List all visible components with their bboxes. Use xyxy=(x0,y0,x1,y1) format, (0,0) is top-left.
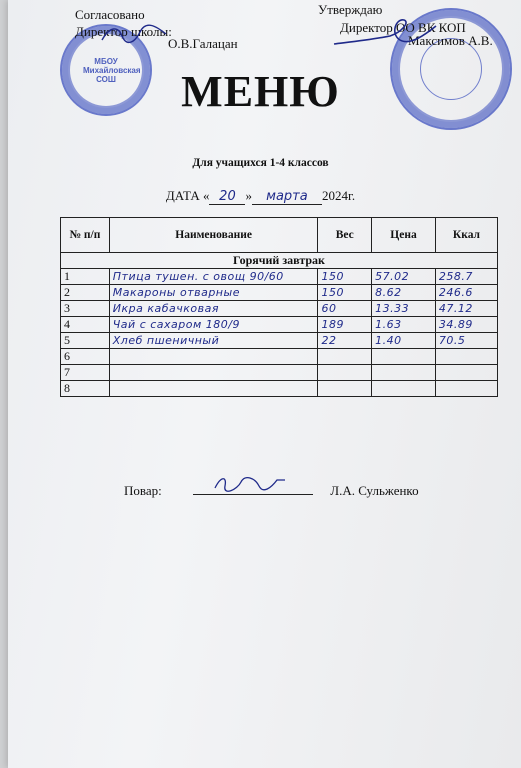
table-row xyxy=(61,285,498,301)
table-row xyxy=(61,269,498,285)
table-row xyxy=(61,317,498,333)
row-number: 1 xyxy=(61,269,110,285)
approval-right-line1: Утверждаю xyxy=(318,2,383,17)
row-number: 7 xyxy=(61,365,110,381)
page-title: МЕНЮ xyxy=(181,67,340,116)
date-day: 20 xyxy=(209,189,245,205)
row-kcal: 34.89 xyxy=(435,317,497,333)
header-kcal: Ккал xyxy=(435,218,497,253)
row-price: 8.62 xyxy=(372,285,436,301)
row-weight: 150 xyxy=(318,285,372,301)
table-header-row xyxy=(61,218,498,253)
row-dish-name: Икра кабачковая xyxy=(109,301,318,317)
row-dish-name: Макароны отварные xyxy=(109,285,318,301)
date-month: марта xyxy=(252,189,322,205)
date-suffix: 2024г. xyxy=(321,188,356,203)
row-dish-name xyxy=(109,349,318,365)
cook-label: Повар: xyxy=(124,483,162,498)
row-number: 8 xyxy=(61,381,110,397)
row-price: 1.63 xyxy=(372,317,436,333)
row-kcal xyxy=(435,381,497,397)
approval-right-name: Максимов А.В. xyxy=(408,33,493,48)
row-dish-name: Чай с сахаром 180/9 xyxy=(109,317,318,333)
header-price: Цена xyxy=(372,218,436,253)
row-weight: 22 xyxy=(318,333,372,349)
row-weight: 189 xyxy=(318,317,372,333)
section-title: Горячий завтрак xyxy=(61,253,498,269)
row-kcal: 70.5 xyxy=(435,333,497,349)
row-price xyxy=(372,381,436,397)
date-prefix: ДАТА « xyxy=(165,188,210,203)
row-kcal: 246.6 xyxy=(435,285,497,301)
row-price: 1.40 xyxy=(372,333,436,349)
row-kcal: 47.12 xyxy=(435,301,497,317)
row-price xyxy=(372,365,436,381)
table-row xyxy=(61,349,498,365)
cook-signature xyxy=(211,474,291,494)
row-weight: 150 xyxy=(318,269,372,285)
row-dish-name: Птица тушен. с овощ 90/60 xyxy=(109,269,318,285)
row-weight xyxy=(318,381,372,397)
row-price: 13.33 xyxy=(372,301,436,317)
menu-table xyxy=(60,217,498,397)
date-mid: » xyxy=(245,188,252,203)
section-row xyxy=(61,253,498,269)
row-kcal: 258.7 xyxy=(435,269,497,285)
row-dish-name xyxy=(109,365,318,381)
table-row xyxy=(61,301,498,317)
header-name: Наименование xyxy=(109,218,318,253)
school-stamp-text: МБОУ Михайловская СОШ xyxy=(83,56,141,84)
approval-left-name: О.В.Галацан xyxy=(168,36,238,51)
right-signature xyxy=(330,14,440,54)
cook-signature-line xyxy=(193,482,313,495)
row-price xyxy=(372,349,436,365)
date-line xyxy=(0,188,521,205)
row-number: 4 xyxy=(61,317,110,333)
row-weight xyxy=(318,349,372,365)
row-dish-name xyxy=(109,381,318,397)
row-kcal xyxy=(435,349,497,365)
header-weight: Вес xyxy=(318,218,372,253)
table-row xyxy=(61,381,498,397)
row-number: 5 xyxy=(61,333,110,349)
approval-right-line2: Директор ОО ВК КОП xyxy=(340,20,466,35)
table-row xyxy=(61,333,498,349)
row-number: 6 xyxy=(61,349,110,365)
header-number: № п/п xyxy=(61,218,110,253)
row-price: 57.02 xyxy=(372,269,436,285)
row-number: 3 xyxy=(61,301,110,317)
left-signature xyxy=(100,22,170,48)
row-kcal xyxy=(435,365,497,381)
page-subtitle: Для учащихся 1-4 классов xyxy=(192,157,329,169)
approval-left-line2: Директор школы: xyxy=(75,24,172,39)
table-row xyxy=(61,365,498,381)
approval-left-line1: Согласовано xyxy=(75,7,145,22)
row-number: 2 xyxy=(61,285,110,301)
cook-name: Л.А. Сульженко xyxy=(330,483,419,498)
row-weight: 60 xyxy=(318,301,372,317)
cook-line xyxy=(124,482,419,499)
row-weight xyxy=(318,365,372,381)
row-dish-name: Хлеб пшеничный xyxy=(109,333,318,349)
